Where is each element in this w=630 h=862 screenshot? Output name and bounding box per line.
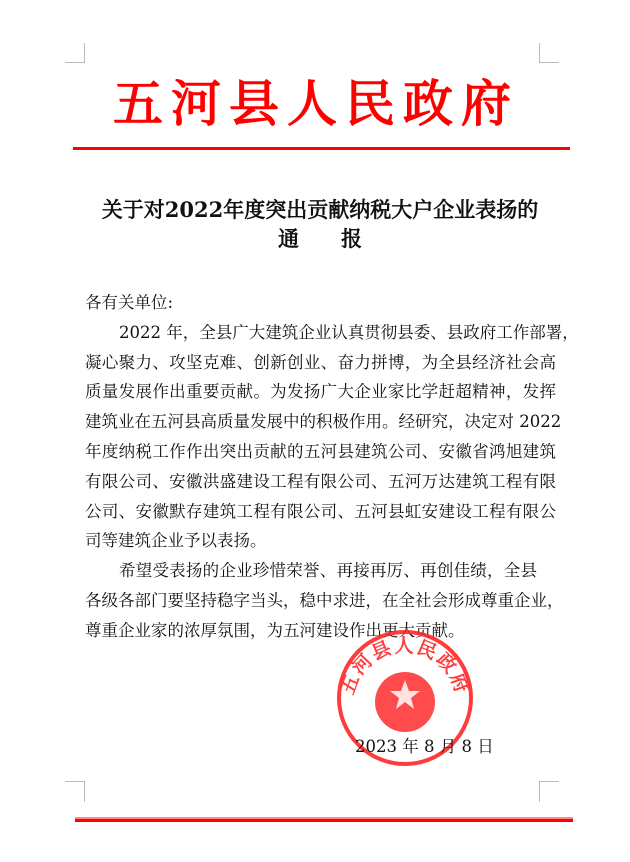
paragraph-2 xyxy=(85,556,564,645)
corner-mark-bottom-right xyxy=(539,781,559,802)
corner-mark-top-left xyxy=(65,43,85,63)
issue-date: 2023 年 8 月 8 日 xyxy=(355,737,494,756)
issuing-organization-header: 五河县人民政府 xyxy=(113,74,519,133)
text-line: 希望受表扬的企业珍惜荣誉、再接再厉、再创佳绩，全县 xyxy=(119,561,537,581)
footer-red-rule-thick xyxy=(75,819,573,822)
salutation: 各有关单位: xyxy=(85,293,174,312)
text-line: 公司、安徽默存建筑工程有限公司、五河县虹安建设工程有限公 xyxy=(85,501,556,521)
paragraph-1 xyxy=(85,318,579,556)
text-line: 2022 年，全县广大建筑企业认真贯彻县委、县政府工作部署， xyxy=(119,322,579,342)
svg-text:五河县人民政府: 五河县人民政府 xyxy=(336,635,474,698)
document-title-line2: 通 报 xyxy=(278,226,362,251)
corner-mark-bottom-left xyxy=(65,781,85,802)
text-line: 凝心聚力、攻坚克难、创新创业、奋力拼博，为全县经济社会高 xyxy=(85,352,556,372)
document-body xyxy=(85,288,579,646)
text-line: 年度纳税工作作出突出贡献的五河县建筑公司、安徽省鸿旭建筑 xyxy=(85,441,556,461)
text-line: 各级各部门要坚持稳字当头，稳中求进，在全社会形成尊重企业， xyxy=(85,590,564,610)
text-line: 有限公司、安徽洪盛建设工程有限公司、五河万达建筑工程有限 xyxy=(85,471,556,491)
text-line: 司等建筑企业予以表扬。 xyxy=(85,531,267,551)
text-line: 质量发展作出重要贡献。为发扬广大企业家比学赶超精神，发挥 xyxy=(85,382,556,402)
header-red-rule xyxy=(73,147,570,150)
corner-mark-top-right xyxy=(539,43,559,63)
text-line: 尊重企业家的浓厚氛围，为五河建设作出更大贡献。 xyxy=(85,620,465,640)
text-line: 建筑业在五河县高质量发展中的积极作用。经研究，决定对 2022 xyxy=(85,412,562,432)
document-title-line1: 关于对2022年度突出贡献纳税大户企业表扬的 xyxy=(101,197,539,222)
